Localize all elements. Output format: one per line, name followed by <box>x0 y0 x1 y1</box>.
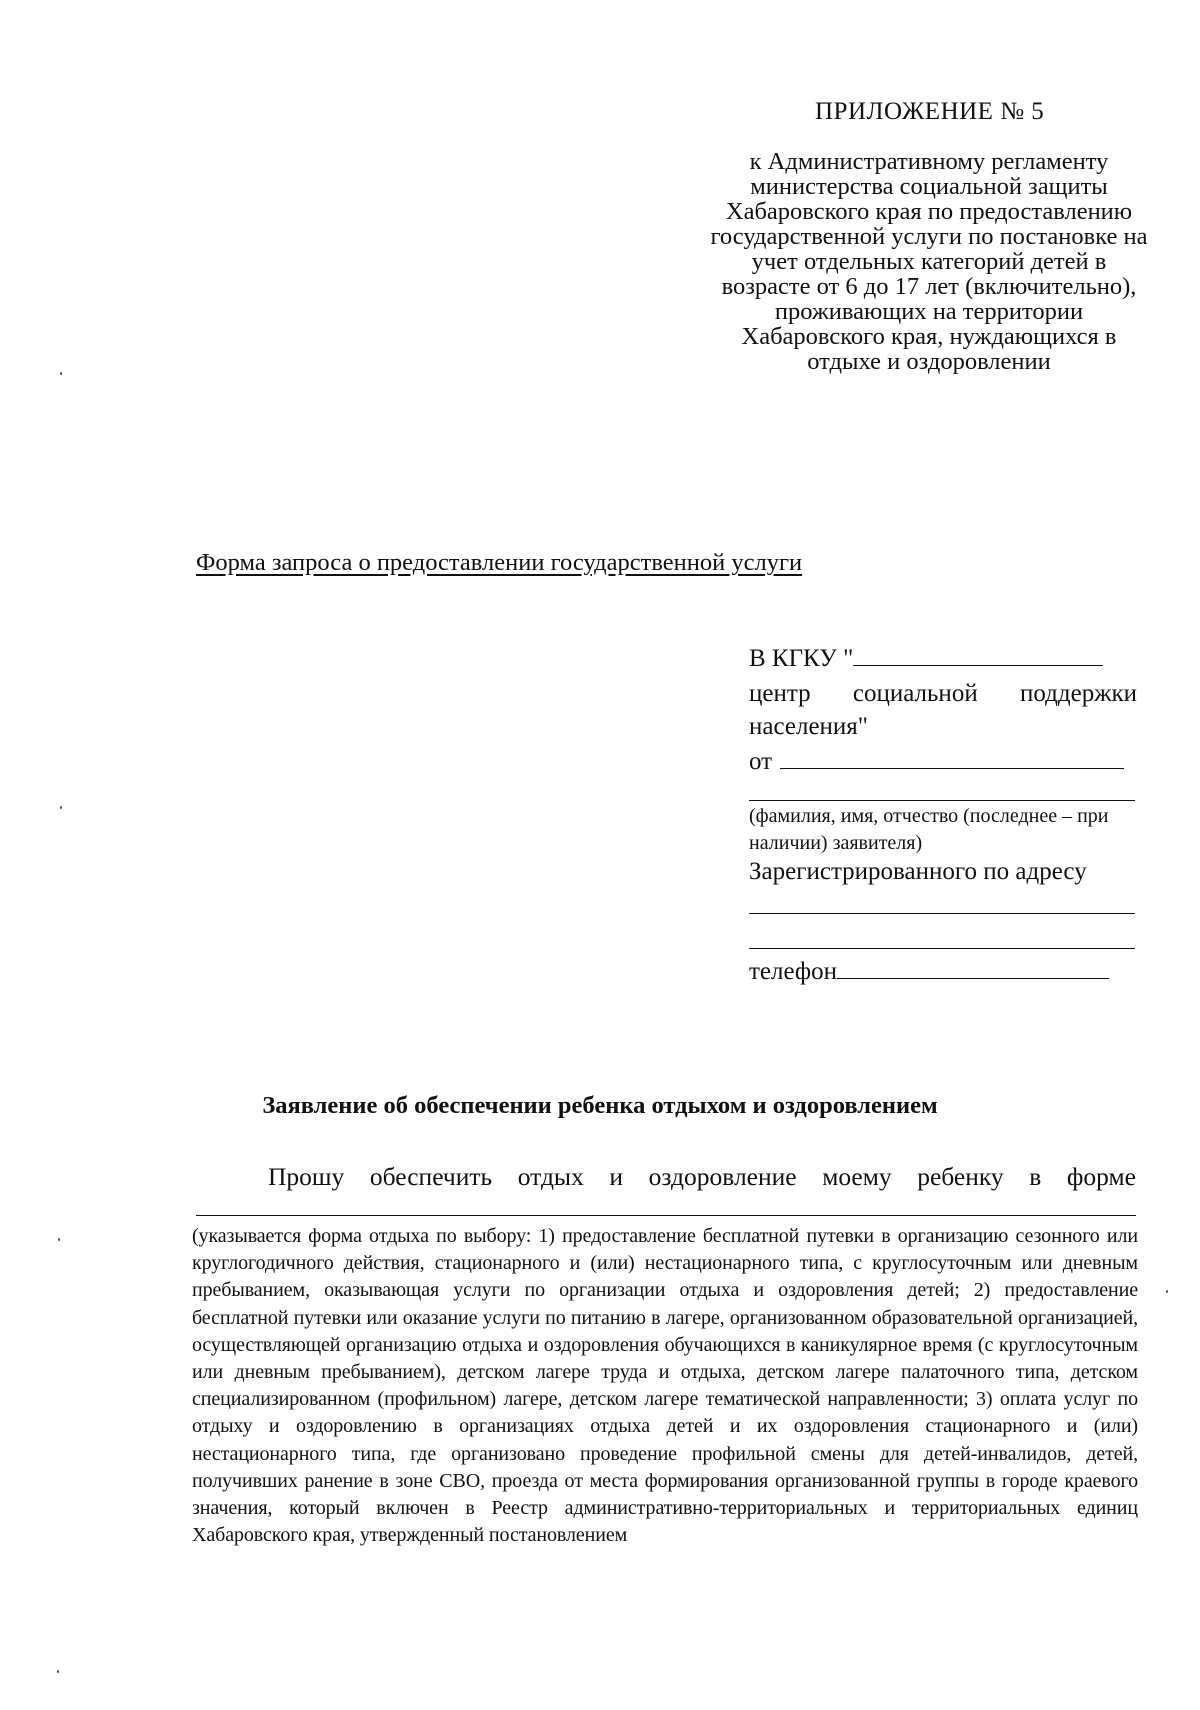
phone-blank[interactable] <box>837 956 1109 979</box>
address-blank-line-2[interactable] <box>749 948 1135 949</box>
addressee-population-line: населения" <box>749 713 869 740</box>
addressee-org-prefix: В КГКУ " <box>749 645 854 672</box>
applicant-name-blank[interactable] <box>780 746 1124 769</box>
registered-address-label: Зарегистрированного по адресу <box>749 858 1087 885</box>
appendix-subtitle: к Административному регламенту министерства социальной защиты Хабаровского края по предоставлению государственной услуги по постановке на учет отдельных категорий детей в возрасте от 6 до 17 лет (включительно), проживающих на территории Хабаровского края, нуждающихся в отдыхе и оздоровлении <box>710 148 1148 375</box>
scan-speck <box>57 1670 59 1673</box>
appendix-title: ПРИЛОЖЕНИЕ № 5 <box>815 98 1045 125</box>
phone-label: телефон <box>749 958 837 985</box>
org-name-blank[interactable] <box>853 643 1103 666</box>
form-heading: Форма запроса о предоставлении государственной услуги <box>196 549 803 576</box>
request-text: Прошу обеспечить отдых и оздоровление моему ребенку в форме <box>268 1162 1136 1191</box>
addressee-center-line: центр социальной поддержки <box>749 680 1137 707</box>
addressee-from-line <box>749 746 1137 776</box>
statement-title: Заявление об обеспечении ребенка отдыхом и оздоровлением <box>262 1092 938 1119</box>
phone-line <box>749 956 1109 986</box>
applicant-note: (фамилия, имя, отчество (последнее – при наличии) заявителя) <box>749 805 1109 854</box>
form-options-note: (указывается форма отдыха по выбору: 1) предоставление бесплатной путевки в организацию сезонного или круглогодичного действия, стационарного и (или) нестационарного типа, с круглосуточным или дневным пребыванием, оказывающая услуги по организации отдыха и оздоровления детей; 2) предоставление бесплатной путевки или оказание услуги по питанию в лагере, организованном образовательной организацией, осуществляющей организацию отдыха и оздоровления обучающихся в каникулярное время (с круглосуточным или дневным пребыванием), детском лагере труда и отдыха, детском лагере палаточного типа, детском специализированном (профильном) лагере, детском лагере тематической направленности; 3) оплата услуг по отдыху и оздоровлению в организациях отдыха детей и их оздоровления стационарного и (или) нестационарного типа, где организовано проведение профильной смены для детей-инвалидов, детей, получивших ранение в зоне СВО, проезда от места формирования организованной группы в городе краевого значения, который включен в Реестр административно-территориальных и территориальных единиц Хабаровского края, утвержденный постановлением <box>192 1225 1138 1547</box>
scan-speck <box>1166 1290 1168 1293</box>
request-form-blank-line[interactable] <box>196 1215 1136 1216</box>
from-label: от <box>749 748 773 775</box>
scan-speck <box>60 806 62 809</box>
address-blank-line-1[interactable] <box>749 913 1135 914</box>
applicant-name-blank-line[interactable] <box>749 800 1135 801</box>
scan-speck <box>60 372 62 375</box>
scan-speck <box>58 1238 60 1241</box>
addressee-org-line <box>749 643 1137 673</box>
